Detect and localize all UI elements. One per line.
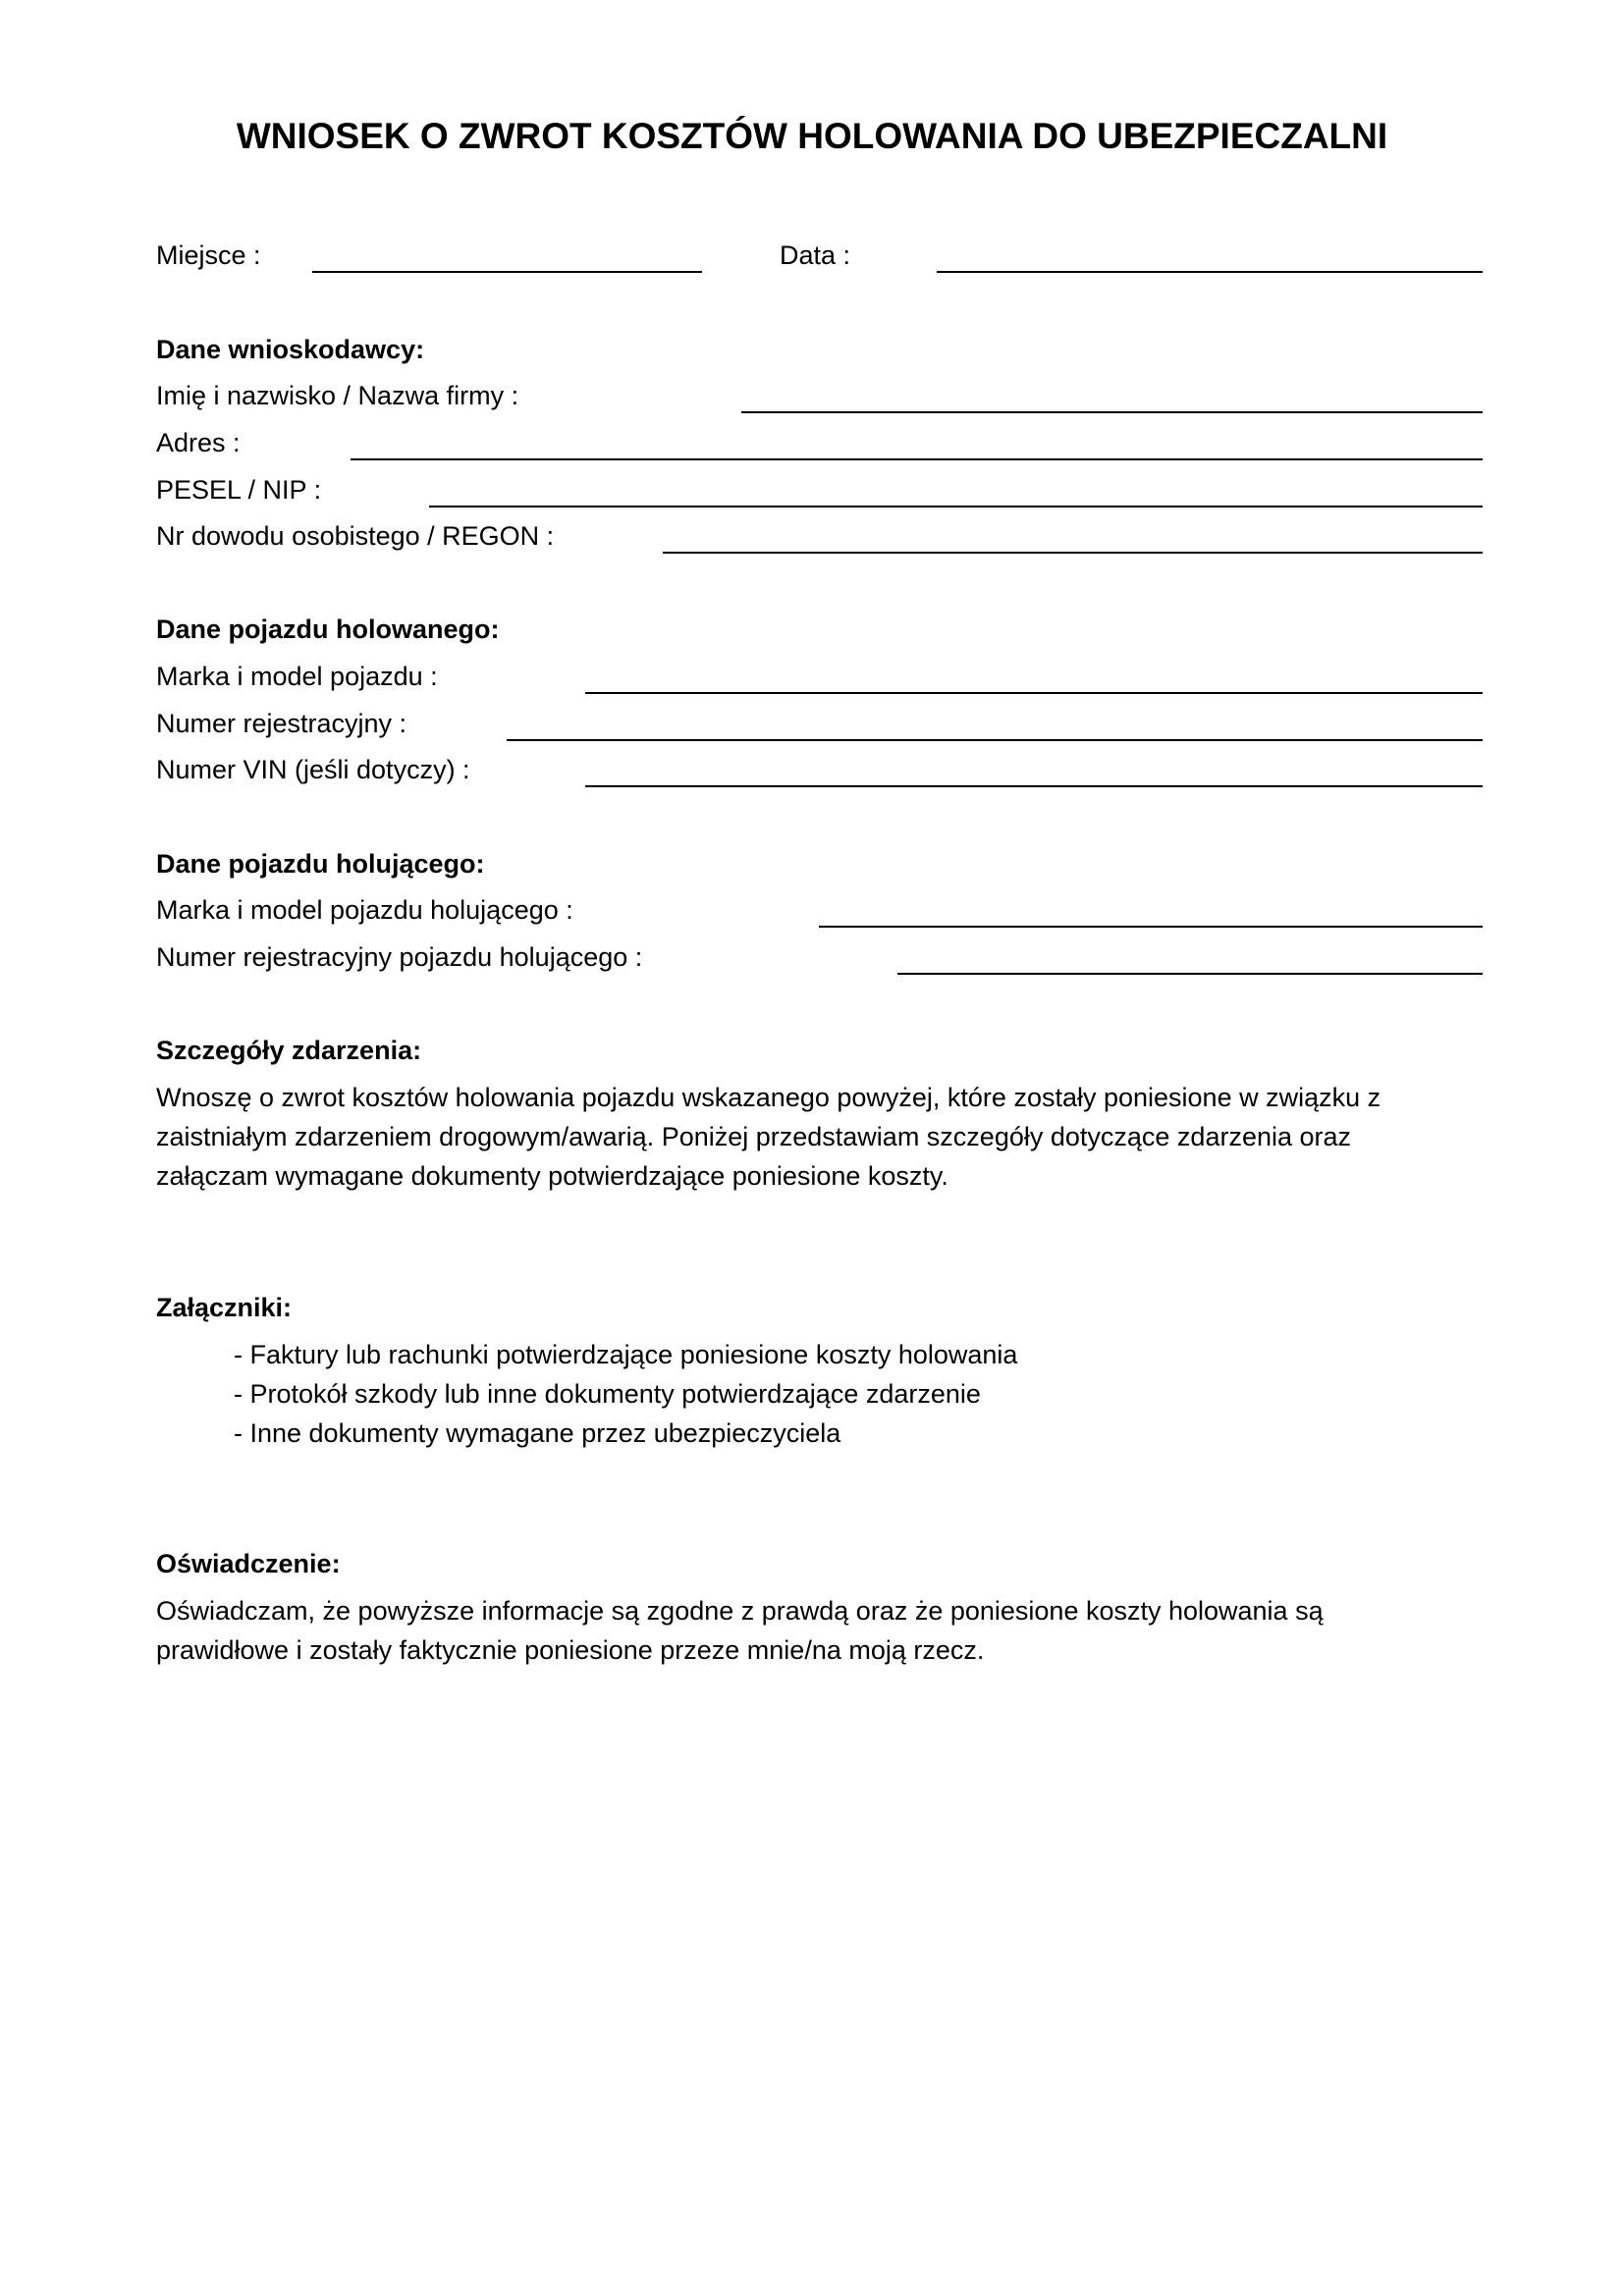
date-field[interactable] <box>937 271 1483 273</box>
towed-vin-field[interactable] <box>585 785 1483 787</box>
towing-vehicle-heading: Dane pojazdu holującego: <box>156 849 485 879</box>
attachment-item: - Protokół szkody lub inne dokumenty potwierdzające zdarzenie <box>234 1379 981 1409</box>
attachments-list <box>234 1335 1017 1453</box>
statement-line: Oświadczam, że powyższe informacje są zgodne z prawdą oraz że poniesione koszty holowania są <box>156 1596 1324 1626</box>
applicant-address-label: Adres : <box>156 428 241 457</box>
towed-vin-label: Numer VIN (jeśli dotyczy) : <box>156 755 470 784</box>
statement-heading: Oświadczenie: <box>156 1549 341 1578</box>
towed-plate-field[interactable] <box>507 739 1483 741</box>
incident-line: załączam wymagane dokumenty potwierdzające poniesione koszty. <box>156 1161 948 1191</box>
towed-plate-label: Numer rejestracyjny : <box>156 709 407 738</box>
incident-paragraph <box>156 1078 1380 1196</box>
incident-line: Wnoszę o zwrot kosztów holowania pojazdu wskazanego powyżej, które zostały poniesione w związku z <box>156 1083 1381 1112</box>
document-title: WNIOSEK O ZWROT KOSZTÓW HOLOWANIA DO UBEZPIECZALNI <box>236 116 1388 156</box>
attachment-item: - Inne dokumenty wymagane przez ubezpieczyciela <box>234 1418 841 1448</box>
applicant-heading: Dane wnioskodawcy: <box>156 335 425 364</box>
applicant-id-label: Nr dowodu osobistego / REGON : <box>156 521 555 551</box>
date-label: Data : <box>780 240 851 270</box>
place-label: Miejsce : <box>156 240 261 270</box>
towing-make-label: Marka i model pojazdu holującego : <box>156 895 573 925</box>
statement-paragraph <box>156 1591 1324 1670</box>
applicant-id-field[interactable] <box>663 552 1483 554</box>
incident-line: zaistniałym zdarzeniem drogowym/awarią. Poniżej przedstawiam szczegóły dotyczące zdarzenia oraz <box>156 1122 1352 1151</box>
applicant-name-field[interactable] <box>741 411 1483 413</box>
place-field[interactable] <box>312 271 702 273</box>
attachments-heading: Załączniki: <box>156 1293 293 1322</box>
applicant-address-field[interactable] <box>351 458 1483 460</box>
towed-make-label: Marka i model pojazdu : <box>156 662 438 691</box>
towing-make-field[interactable] <box>819 926 1483 928</box>
statement-line: prawidłowe i zostały faktycznie poniesione przeze mnie/na moją rzecz. <box>156 1635 985 1665</box>
towing-plate-field[interactable] <box>897 973 1483 975</box>
incident-heading: Szczegóły zdarzenia: <box>156 1036 422 1065</box>
applicant-name-label: Imię i nazwisko / Nazwa firmy : <box>156 381 519 410</box>
towed-make-field[interactable] <box>585 692 1483 694</box>
applicant-pesel-field[interactable] <box>429 506 1483 507</box>
applicant-pesel-label: PESEL / NIP : <box>156 475 322 505</box>
attachment-item: - Faktury lub rachunki potwierdzające poniesione koszty holowania <box>234 1340 1018 1369</box>
towed-vehicle-heading: Dane pojazdu holowanego: <box>156 614 500 644</box>
towing-plate-label: Numer rejestracyjny pojazdu holującego : <box>156 942 643 972</box>
